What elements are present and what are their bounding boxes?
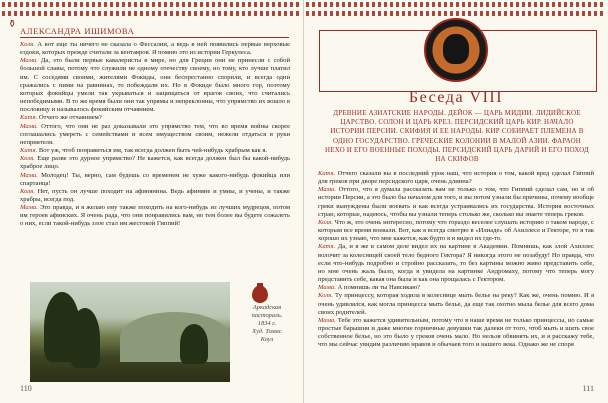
dialogue-text: Отчего сказали вы в последний урок наш, что история о том, какой вред сделал Гиппий для греков при дворе персидского царя, очень длинна? bbox=[318, 170, 594, 186]
meander-border-top bbox=[2, 2, 301, 16]
speaker-name: Коля. bbox=[20, 155, 35, 163]
speaker-name: Катя. bbox=[20, 114, 38, 122]
painting-caption bbox=[238, 304, 296, 344]
caption-line: Аркадская bbox=[252, 304, 282, 311]
left-body-text bbox=[20, 41, 290, 229]
dialogue-paragraph bbox=[318, 284, 594, 292]
speaker-name: Мама. bbox=[318, 284, 336, 292]
dialogue-text: Тебе это кажется удивительным, потому что в наше время не только принцессы, но самые простые барышни и даже многие горничные девушки так далеки от того, чтоб мыть и шить свое собственное белье, но это было у греков очень мало. Но нельзя обвинять их, и я расскажу тебе, что мы сейчас увидим различию нравов и обычаев того и нашего века. Однако же не споря bbox=[318, 316, 594, 349]
dialogue-paragraph bbox=[318, 292, 594, 316]
dialogue-paragraph bbox=[20, 155, 290, 171]
dialogue-text: Еще разве это дурное упрямство? Не кажется, как всегда должен был бы какой-нибудь храброе лицо. bbox=[20, 155, 290, 171]
right-body-text bbox=[318, 170, 594, 349]
chapter-summary: ДРЕВНИЕ АЗИАТСКИЕ НАРОДЫ. ДЕЙОК — ЦАРЬ МИДИИ. ЛИДИЙСКОЕ ЦАРСТВО. СОЛОН И ЦАРЬ КРЕЗ. ПЕРСИДСКИЙ ЦАРЬ КИР. НАЧАЛО ИСТОРИИ ПЕРСИИ. СКИФИЯ И ЕЕ НАРОДЫ. КИР СОБИРАЕТ ПЛЕМЕНА В ОДНО ГОСУДАРСТВО. ГРЕЧЕСКИЕ КОЛОНИИ В МАЛОЙ АЗИИ. ФАРАОН НЕХО И ЕГО ВОЕННЫЕ ПОХОДЫ. ПЕРСИДСКИЙ ЦАРЬ ДАРИЙ И ЕГО ПОХОД НА СКИФОВ bbox=[324, 109, 590, 164]
dialogue-paragraph bbox=[318, 219, 594, 243]
painting-arcadian-pastoral bbox=[30, 282, 230, 382]
dialogue-text: Молодец! Ты, верно, сам будешь со временем не хуже какого-нибудь фокийца или спартанца! bbox=[20, 171, 290, 187]
amphora-icon: ⚱ bbox=[8, 19, 17, 30]
dialogue-text: Ту принцессу, которая ходила в колеснице мыть белье на реку? Как же, очень помню. И я очень удивлялся, как могла принцесса мыть белье, да еще так охотно мыла белье для всего дома своих родителей. bbox=[318, 292, 594, 316]
dialogue-text: Нет, пусть он лучше походит на афинянина. Ведь афиняне и умны, и учены, и также храбры, всегда под. bbox=[20, 187, 290, 203]
dialogue-paragraph bbox=[318, 186, 594, 219]
dialogue-text: Оттого, что я думала рассказать вам не только о том, что Гиппий сделал сам, но и об истории Персии, а это было бы началом для того, и вы потом узнали бы причины, почему вообще греки вынуждены были воевать и как всегда устраивались их государства. История восточных стран, которые, надеюсь, чтобы вы узнали теперь столько же, сколько вы знаете теперь греков. bbox=[318, 186, 594, 218]
painting-tree bbox=[70, 308, 100, 368]
caption-line: Худ. Томас bbox=[252, 328, 282, 335]
speaker-name: Мама. bbox=[20, 171, 38, 179]
dialogue-paragraph bbox=[318, 243, 594, 284]
dialogue-text: Вот уж, чтоб понравиться им, так всегда должен быть чей-нибудь храбрым как я. bbox=[37, 147, 268, 155]
dialogue-paragraph bbox=[20, 41, 290, 57]
dialogue-paragraph bbox=[20, 123, 290, 147]
dialogue-text: А вот еще ты ничего не сказала о Фессалии, а ведь в ней появились первые верховые ездоки, которых прежде считали за кентавров. Я помню это из истории Геркулеса. bbox=[20, 41, 290, 57]
caption-line: Коул bbox=[260, 336, 274, 343]
speaker-name: Мама. bbox=[20, 204, 38, 212]
speaker-name: Катя. bbox=[318, 243, 336, 251]
dialogue-paragraph bbox=[20, 57, 290, 114]
speaker-name: Мама. bbox=[20, 122, 38, 130]
dialogue-paragraph bbox=[20, 172, 290, 188]
caption-line: 1834 г. bbox=[257, 320, 277, 327]
speaker-name: Катя. bbox=[20, 147, 38, 155]
dialogue-text: Отчего же отчаянием? bbox=[37, 114, 102, 122]
speaker-name: Коля. bbox=[20, 187, 35, 195]
painting-tree bbox=[180, 324, 208, 364]
speaker-name: Мама. bbox=[318, 316, 336, 324]
caption-line: пастораль. bbox=[251, 312, 283, 319]
dialogue-paragraph bbox=[20, 188, 290, 204]
speaker-name: Коля. bbox=[318, 218, 333, 226]
page-number-right: 111 bbox=[582, 384, 594, 393]
dialogue-paragraph bbox=[20, 147, 290, 155]
dialogue-paragraph bbox=[20, 114, 290, 122]
speaker-name: Коля. bbox=[20, 41, 35, 48]
dialogue-text: Да, это были первые кавалеристы в мире, но для Греции они не принесли с собой большой славы, потому что служили не одному отечеству своему, но тому, кто лучше платил им. С соседями своими, жителями Фокиды, они беспрестанно спорили, и всегда одни сражались с ними на равнинах, то побеждали их. Но в Фокиде было много гор, поэтому которых фокийцы умели так укрываться и защищаться от врагов своих, что считались непобедимыми. В то же время были они так упрямы и непреклонны, что упрямство их вошло в пословицу и называлось фокийским отчаянием. bbox=[20, 57, 290, 114]
painting-hill bbox=[120, 312, 230, 362]
dialogue-text: Это правда, и я желаю ему также походить на кого-нибудь из лучших мудрецов, потом им героев афинских. Я очень рада, что они понравились вам, но тем более вы будете сожалеть о них, если такой-нибудь злое стал им жестокой Гиппий! bbox=[20, 204, 290, 228]
right-page bbox=[304, 0, 608, 403]
greek-vase-medallion-icon bbox=[424, 18, 488, 82]
meander-border-top bbox=[306, 2, 606, 16]
speaker-name: Мама. bbox=[20, 57, 38, 65]
dialogue-paragraph bbox=[20, 204, 290, 228]
dialogue-text: Что ж, это очень интересно, потому что гораздо веселее слушать историю о таком народе, с которым все время воевали. Вот, как я всегда смотрю в «Илиаде» об Ахиллесе и Гекторе, то я так хорошо их узнаю, что мне кажется, как будто я и видел их где-то. bbox=[318, 218, 594, 243]
figure-silhouette bbox=[443, 34, 469, 64]
running-header: АЛЕКСАНДРА ИШИМОВА bbox=[20, 26, 135, 36]
header-rule bbox=[20, 37, 289, 38]
speaker-name: Мама. bbox=[318, 186, 336, 194]
dialogue-text: А помнишь ли ты Навсикаю? bbox=[335, 284, 421, 292]
dialogue-text: Оттого, что они не раз доказывали это упрямство тем, что во время войны скорее соглашались умереть с семействами и всем имуществом своим, нежели отдаться в руки неприятеля. bbox=[20, 122, 290, 146]
dialogue-paragraph bbox=[318, 317, 594, 350]
dialogue-text: Да, и я же в самом деле видел их на картине в Академии. Помнишь, как злой Ахиллес волочит за колесницей своей тело бедного Гектора? Я никогда этого не позабуду! Но правда, что если что-нибудь подробно и стройно рассказать, то без картины можно живо представить себе, но мне очень жаль было, когда я увидела на картинке Андромаху, потому что теперь могу представить себе, какая она была и как она прощалась с Гектором. bbox=[318, 243, 594, 284]
vase-icon bbox=[250, 282, 270, 304]
speaker-name: Коля. bbox=[318, 292, 333, 300]
dialogue-paragraph bbox=[318, 170, 594, 186]
page-number-left: 110 bbox=[20, 384, 32, 393]
speaker-name: Катя. bbox=[318, 170, 336, 177]
chapter-title: Беседа VIII bbox=[408, 89, 504, 106]
